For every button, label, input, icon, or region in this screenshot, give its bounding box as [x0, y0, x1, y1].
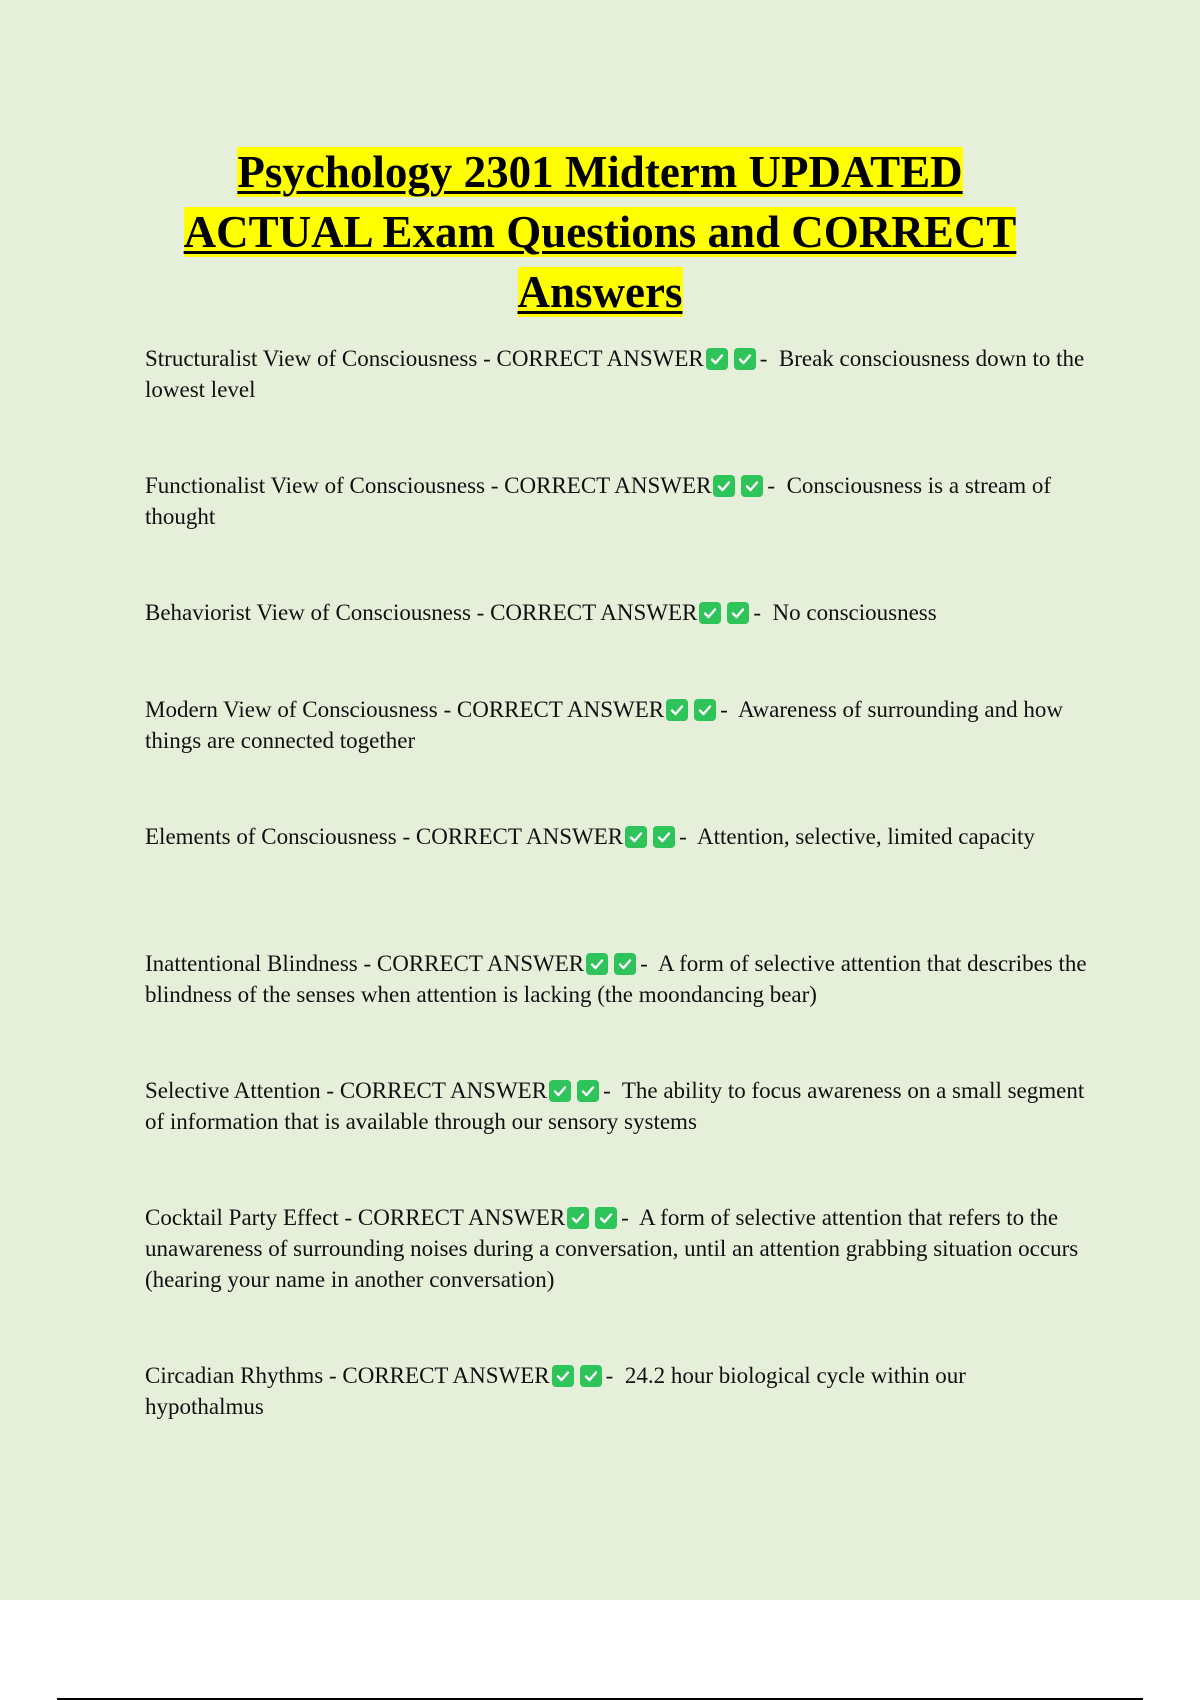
document-title: [110, 142, 1090, 322]
check-mark-icon: [580, 1365, 602, 1387]
qa-answer: Break consciousness down to the lowest level: [145, 346, 1085, 402]
qa-term: Circadian Rhythms: [145, 1363, 324, 1388]
qa-term: Structuralist View of Consciousness: [145, 346, 478, 371]
qa-answer: A form of selective attention that describes the blindness of the senses when attention is lacking (the moondancing bear): [145, 951, 1087, 1007]
answer-dash: -: [603, 1078, 611, 1103]
check-mark-icon: [727, 602, 749, 624]
qa-term: Functionalist View of Consciousness: [145, 473, 485, 498]
qa-item-elements: [145, 821, 1090, 852]
check-mark-icon: [734, 348, 756, 370]
qa-item-inattentional-blindness: [145, 948, 1090, 1010]
check-mark-icon: [625, 826, 647, 848]
title-line-3: Answers: [517, 267, 683, 317]
qa-answer: Awareness of surrounding and how things are connected together: [145, 697, 1063, 753]
answer-dash: -: [767, 473, 776, 498]
answer-dash: -: [753, 600, 761, 625]
qa-term: Elements of Consciousness: [145, 824, 397, 849]
check-mark-icon: [706, 348, 728, 370]
title-line-2: ACTUAL Exam Questions and CORRECT: [183, 207, 1017, 257]
qa-separator: - CORRECT ANSWER: [326, 1078, 548, 1103]
qa-term: Cocktail Party Effect: [145, 1205, 339, 1230]
qa-answer: 24.2 hour biological cycle within our hypothalmus: [145, 1363, 966, 1419]
qa-item-structuralist: [145, 343, 1090, 405]
check-mark-icon: [653, 826, 675, 848]
check-mark-icon: [699, 602, 721, 624]
check-mark-icon: [586, 953, 608, 975]
qa-item-behaviorist: [145, 597, 1090, 628]
title-line-1: Psychology 2301 Midterm UPDATED: [237, 147, 963, 197]
qa-separator: - CORRECT ANSWER: [483, 346, 704, 371]
qa-item-cocktail-party: [145, 1202, 1090, 1295]
qa-separator: - CORRECT ANSWER: [344, 1205, 566, 1230]
check-mark-icon: [694, 699, 716, 721]
qa-item-modern: [145, 694, 1090, 756]
qa-term: Behaviorist View of Consciousness: [145, 600, 471, 625]
qa-term: Selective Attention: [145, 1078, 321, 1103]
qa-answer: No consciousness: [772, 600, 937, 625]
answer-dash: -: [640, 951, 648, 976]
qa-separator: - CORRECT ANSWER: [363, 951, 585, 976]
qa-separator: - CORRECT ANSWER: [476, 600, 698, 625]
answer-dash: -: [621, 1205, 629, 1230]
answer-dash: -: [679, 824, 687, 849]
check-mark-icon: [567, 1207, 589, 1229]
check-mark-icon: [595, 1207, 617, 1229]
qa-term: Modern View of Consciousness: [145, 697, 438, 722]
qa-item-functionalist: [145, 470, 1090, 532]
qa-term: Inattentional Blindness: [145, 951, 358, 976]
qa-answer: A form of selective attention that refers to the unawareness of surrounding noises during a conversation, until an attention grabbing situation occurs (hearing your name in another conversation): [145, 1205, 1079, 1292]
qa-item-selective-attention: [145, 1075, 1090, 1137]
check-mark-icon: [552, 1365, 574, 1387]
qa-separator: - CORRECT ANSWER: [328, 1363, 550, 1388]
answer-dash: -: [720, 697, 728, 722]
qa-separator: - CORRECT ANSWER: [402, 824, 624, 849]
check-mark-icon: [713, 475, 735, 497]
check-mark-icon: [577, 1080, 599, 1102]
qa-item-circadian: [145, 1360, 1090, 1422]
answer-dash: -: [605, 1363, 614, 1388]
qa-answer: Consciousness is a stream of thought: [145, 473, 1052, 529]
qa-separator: - CORRECT ANSWER: [443, 697, 665, 722]
check-mark-icon: [741, 475, 763, 497]
qa-answer: Attention, selective, limited capacity: [697, 824, 1035, 849]
qa-answer: The ability to focus awareness on a small segment of information that is available through our sensory systems: [145, 1078, 1085, 1134]
answer-dash: -: [759, 346, 768, 371]
qa-separator: - CORRECT ANSWER: [490, 473, 712, 498]
check-mark-icon: [614, 953, 636, 975]
check-mark-icon: [549, 1080, 571, 1102]
check-mark-icon: [666, 699, 688, 721]
